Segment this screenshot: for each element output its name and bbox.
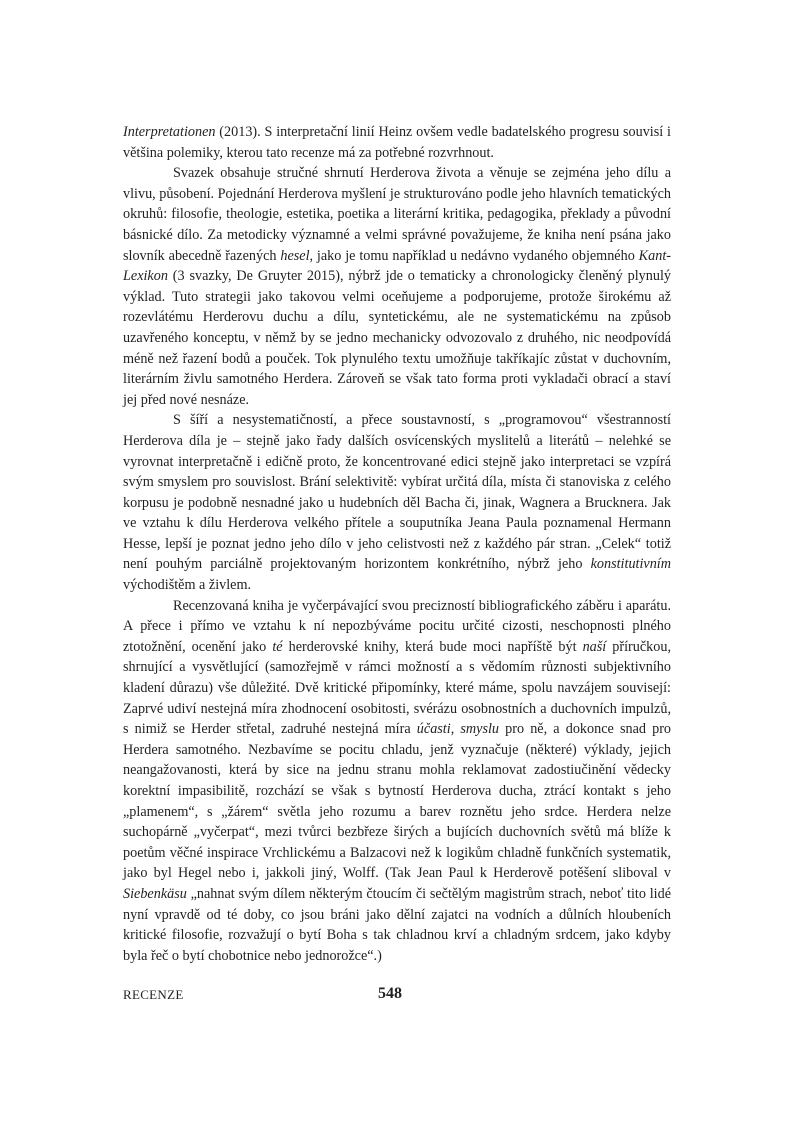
italic-run: účasti (416, 721, 451, 738)
italic-run: smyslu (460, 721, 500, 738)
body-text (123, 122, 671, 966)
italic-run: Siebenkäsu (123, 885, 187, 902)
paragraph-1 (123, 122, 671, 163)
italic-run: naší (582, 638, 607, 655)
text-run: východištěm a živlem. (123, 577, 252, 594)
paragraph-4 (123, 596, 671, 967)
text-run: pro ně, a dokonce snad pro Herdera samotného. Nezbavíme se pocitu chladu, jenž vyznačuje (některé) výklady, jejich neangažovanosti, která by sice na jednu stranu mohla reklamovat zadostiučinění vědecky korektní impasibilitě, rozchází se však s bytností Herderova ducha, ztrácí kontakt s jeho „plamenem“, s „žárem“ světla jeho rozumu a barev roznětu jeho srdce. Herdera nelze suchopárně „vyčerpat“, mezi tvůrci bezbřeze širých a bujících duchovních světů má blíže k poetům věčné inspirace Vrchlickému a Balzacovi než k logikům chladně funkčních systematik, jako byl Hegel nebo i, jakkoli jiný, Wolff. (Tak Jean Paul k Herderově potěšení sliboval v (123, 721, 672, 882)
italic-run: konstitutivním (590, 556, 671, 573)
italic-run: Kant-Lexikon (123, 247, 671, 285)
paragraph-3 (123, 410, 671, 595)
italic-run: té (272, 638, 283, 655)
text-run: herderovské knihy, která bude moci napříště být (282, 638, 583, 655)
text-run: S šíří a nesystematičností, a přece soustavností, s „programovou“ všestranností Herderova díla je – stejně jako řady dalších osvícenských myslitelů a literátů – nelehké se vyrovnat interpretačně i edičně proto, že koncentrované edici stejně jako interpretaci se vzpírá svým smyslem pro souvislost. Brání selektivitě: vybírat určitá díla, místa či stanoviska z celého korpusu je podobně nesnadné jako u hudebních děl Bacha či, jinak, Wagnera a Brucknera. Jak ve vztahu k dílu Herderova velkého přítele a souputníka Jeana Paula poznamenal Hermann Hesse, lepší je poznat jedno jeho dílo v jeho celistvosti než z každého pár stran. „Celek“ totiž není pouhým parciálně projektovaným horizontem konkrétního, nýbrž jeho (123, 412, 671, 573)
paragraph-2 (123, 163, 671, 410)
text-run: (3 svazky, De Gruyter 2015), nýbrž jde o tematicky a chronologicky členěný plynulý výklad. Tuto strategii jako takovou velmi oceňujeme a podporujeme, protože širokému až rozevlátému Herderovu duchu a dílu, syntetickému, ale ne systematickému na způsob uzavřeného konceptu, v němž by se jedno mechanicky odvozovalo z druhého, nic neodpovídá méně než řazení bodů a pouček. Tok plynulého textu umožňuje takříkajíc zůstat v duchovním, literárním živlu samotného Herdera. Zároveň se však tato forma proti vykladači obrací a staví jej před nové nesnáze. (123, 268, 671, 408)
text-run: Recenzovaná kniha je vyčerpávající svou precizností bibliografického záběru i aparátu. A přece i přímo ve vztahu k ní nepozbýváme pocitu určité cizosti, neschopnosti plného ztotožnění, ocenění jako (123, 597, 671, 655)
text-run: příručkou, shrnující a vysvětlující (samozřejmě v rámci možností a s vědomím různosti subjektivního kladení důrazu) vše důležité. Dvě kritické připomínky, které máme, spolu navzájem souvisejí: Zaprvé udiví nestejná míra zhodnocení osobitosti, svérázu osobnostních a duchovních impulzů, s nimiž se Herder střetal, zadruhé nestejná míra (123, 638, 671, 738)
text-run: , (450, 721, 461, 738)
text-run: „nahnat svým dílem některým čtoucím či sečtělým magistrům strach, neboť tito lidé nyní vpravdě od té doby, co jsou bráni jako dělní zajatci na vodních a důlních hloubeních kritické filosofie, rozvažují o bytí Boha s tak chladnou krví a chladným srdcem, jako kdyby byla řeč o bytí chobotnice nebo jednorožce“.) (123, 885, 671, 964)
italic-run: Interpretationen (123, 124, 216, 140)
italic-run: hesel (280, 247, 310, 264)
text-run: (2013). S interpretační linií Heinz ovšem vedle badatelského progresu souvisí i většina polemiky, kterou tato recenze má za potřebné rozvrhnout. (123, 124, 671, 161)
text-run: Svazek obsahuje stručné shrnutí Herderova života a věnuje se zejména jeho dílu a vlivu, působení. Pojednání Herderova myšlení je strukturováno podle jeho hlavních tematických okruhů: filosofie, theologie, estetika, poetika a literární kritika, pedagogika, překlady a původní básnické dílo. Za metodicky významné a velmi správné považujeme, že kniha není psána jako slovník abecedně řazených (123, 165, 671, 264)
page-number: 548 (378, 985, 402, 1002)
text-run: , jako je tomu například u nedávno vydaného objemného (309, 247, 639, 264)
section-label: RECENZE (123, 987, 184, 1002)
